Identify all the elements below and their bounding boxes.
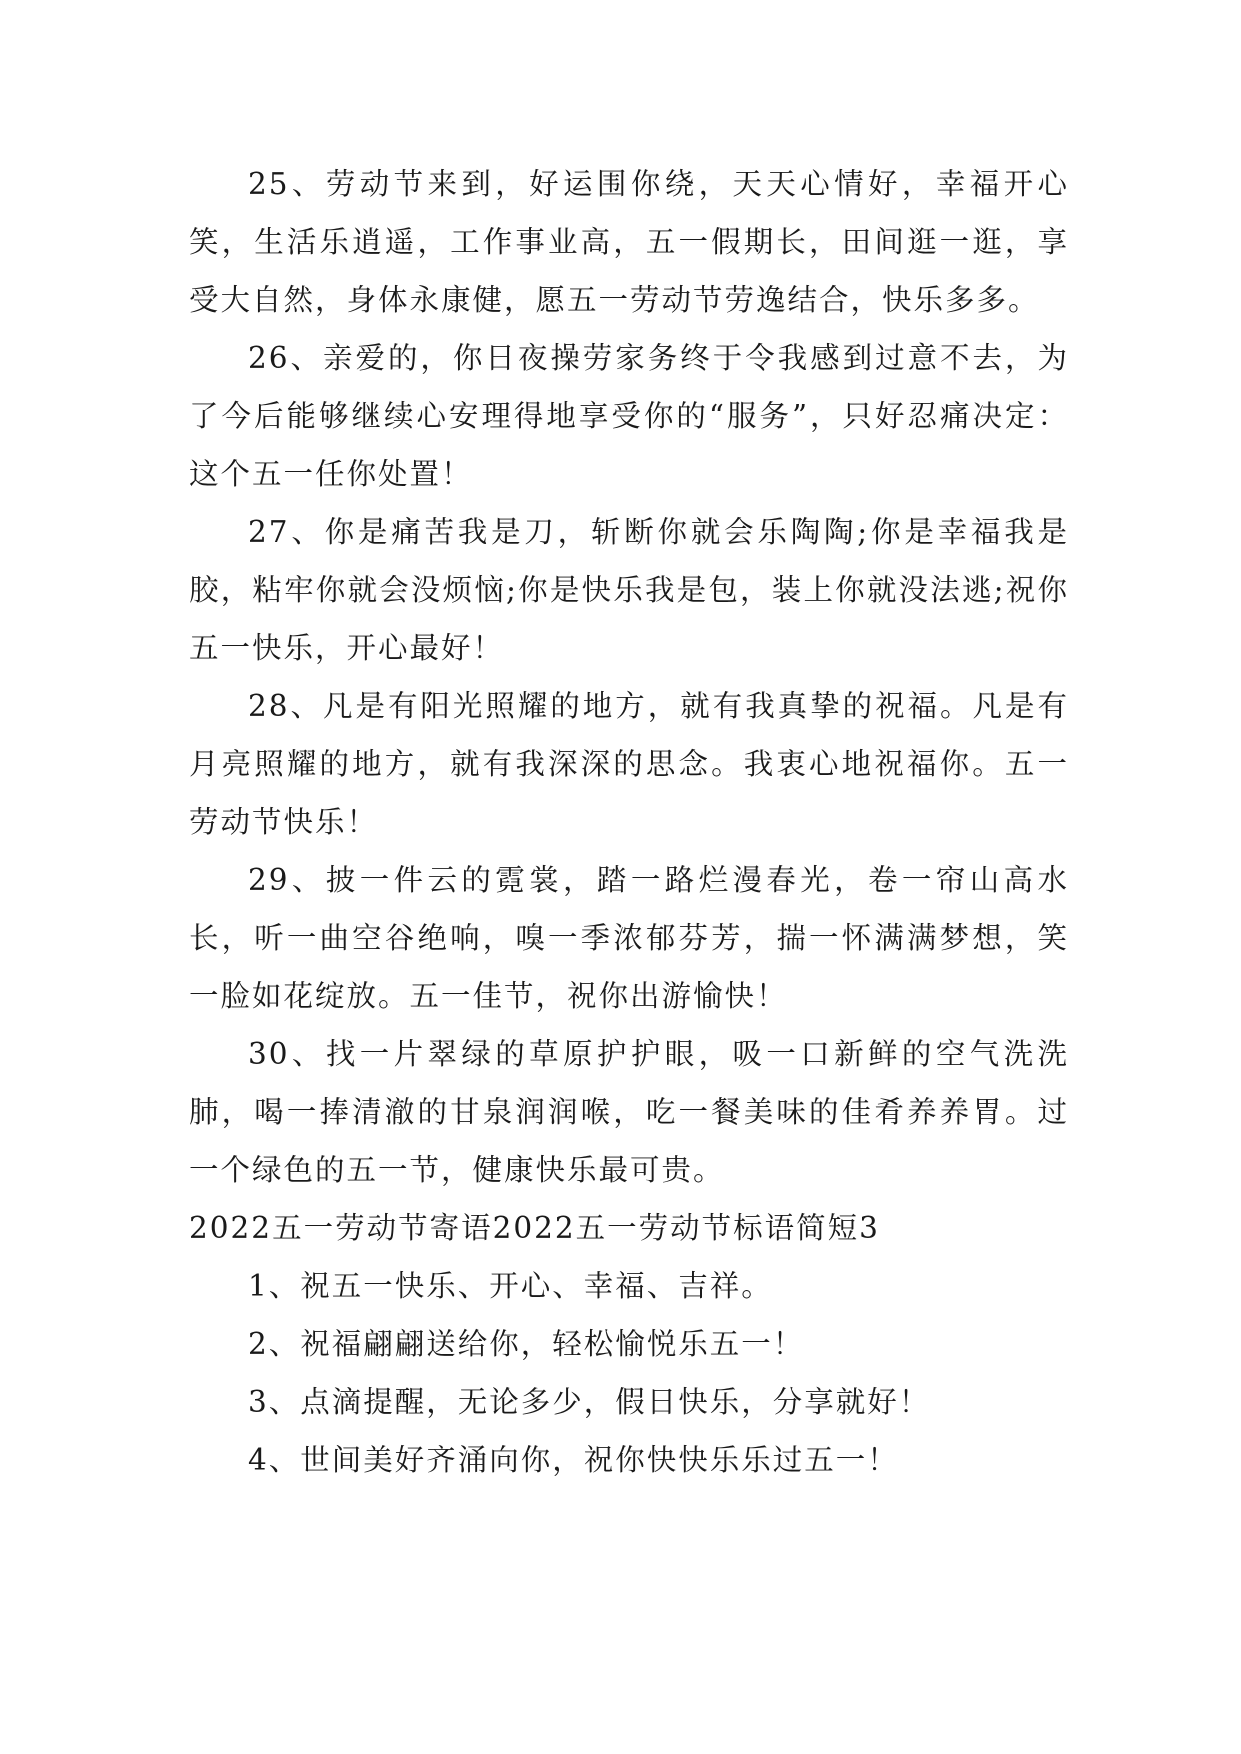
document-body — [189, 155, 1069, 1489]
list-item-3: 3、点滴提醒，无论多少，假日快乐，分享就好！ — [248, 1385, 931, 1419]
list-item-1: 1、祝五一快乐、开心、幸福、吉祥。 — [248, 1269, 773, 1303]
paragraph-29: 29、披一件云的霓裳，踏一路烂漫春光，卷一帘山高水长，听一曲空谷绝响，嗅一季浓郁芬芳，揣一怀满满梦想，笑一脸如花绽放。五一佳节，祝你出游愉快！ — [189, 863, 1069, 1013]
paragraph-28: 28、凡是有阳光照耀的地方，就有我真挚的祝福。凡是有月亮照耀的地方，就有我深深的思念。我衷心地祝福你。五一劳动节快乐！ — [189, 689, 1069, 839]
paragraph-27: 27、你是痛苦我是刀，斩断你就会乐陶陶;你是幸福我是胶，粘牢你就会没烦恼;你是快乐我是包，装上你就没法逃;祝你五一快乐，开心最好！ — [189, 515, 1069, 665]
paragraph-26: 26、亲爱的，你日夜操劳家务终于令我感到过意不去，为了今后能够继续心安理得地享受你的“服务”，只好忍痛决定：这个五一任你处置！ — [189, 341, 1069, 491]
paragraph-30: 30、找一片翠绿的草原护护眼，吸一口新鲜的空气洗洗肺，喝一捧清澈的甘泉润润喉，吃一餐美味的佳肴养养胃。过一个绿色的五一节，健康快乐最可贵。 — [189, 1037, 1069, 1187]
paragraph-25: 25、劳动节来到，好运围你绕，天天心情好，幸福开心笑，生活乐逍遥，工作事业高，五一假期长，田间逛一逛，享受大自然，身体永康健，愿五一劳动节劳逸结合，快乐多多。 — [189, 167, 1069, 317]
section-heading: 2022五一劳动节寄语2022五一劳动节标语简短3 — [189, 1211, 880, 1245]
list-item-4: 4、世间美好齐涌向你，祝你快快乐乐过五一！ — [248, 1443, 899, 1477]
list-item-2: 2、祝福翩翩送给你，轻松愉悦乐五一！ — [248, 1327, 805, 1361]
